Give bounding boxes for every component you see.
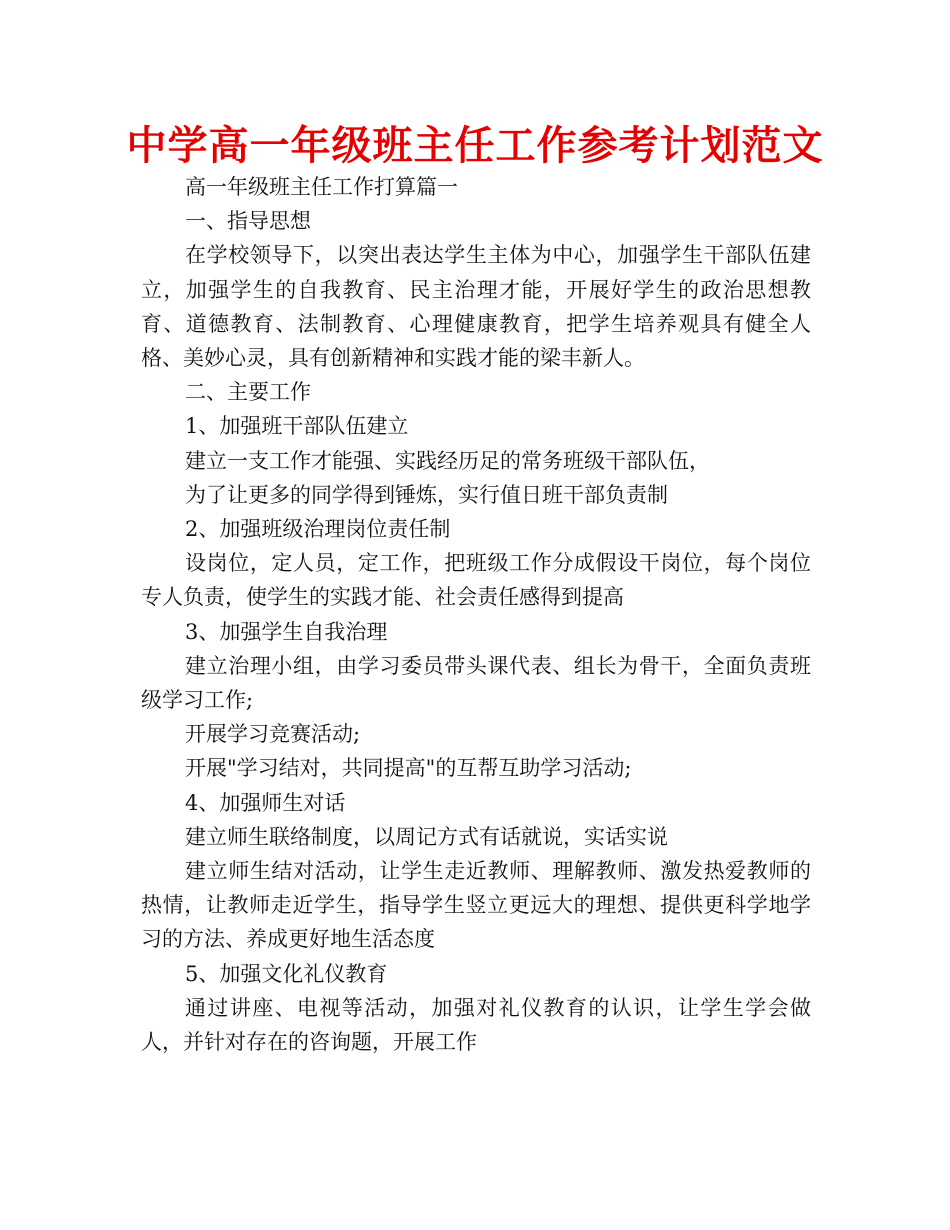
document-body <box>141 170 811 1059</box>
item-heading: 5、加强文化礼仪教育 <box>185 961 388 986</box>
section-heading-main-work: 二、主要工作 <box>185 380 311 405</box>
paragraph: 设岗位，定人员，定工作，把班级工作分成假设干岗位，每个岗位专人负责，使学生的实践才能、社会责任感得到提高 <box>141 551 811 610</box>
paragraph: 建立一支工作才能强、实践经历足的常务班级干部队伍， <box>185 448 710 473</box>
section-heading-guiding-ideology: 一、指导思想 <box>185 209 311 234</box>
paragraph: 建立师生结对活动，让学生走近教师、理解教师、激发热爱教师的热情，让教师走近学生，指导学生竖立更远大的理想、提供更科学地学习的方法、养成更好地生活态度 <box>141 859 811 952</box>
document-title: 中学高一年级班主任工作参考计划范文 <box>126 123 824 169</box>
paragraph: 开展"学习结对，共同提高"的互帮互助学习活动; <box>185 756 632 781</box>
paragraph: 开展学习竞赛活动; <box>185 722 361 747</box>
item-heading: 1、加强班干部队伍建立 <box>185 414 409 439</box>
item-heading: 3、加强学生自我治理 <box>185 619 388 644</box>
item-heading: 4、加强师生对话 <box>185 790 346 815</box>
paragraph: 为了让更多的同学得到锤炼，实行值日班干部负责制 <box>185 482 668 507</box>
paragraph: 建立师生联络制度，以周记方式有话就说，实话实说 <box>185 824 668 849</box>
paragraph: 建立治理小组，由学习委员带头课代表、组长为骨干，全面负责班级学习工作; <box>141 653 811 713</box>
paragraph-subtitle: 高一年级班主任工作打算篇一 <box>185 175 458 199</box>
paragraph: 通过讲座、电视等活动，加强对礼仪教育的认识，让学生学会做人，并针对存在的咨询题，开展工作 <box>141 995 811 1055</box>
item-heading: 2、加强班级治理岗位责任制 <box>185 517 451 542</box>
paragraph: 在学校领导下，以突出表达学生主体为中心，加强学生干部队伍建立，加强学生的自我教育、民主治理才能，开展好学生的政治思想教育、道德教育、法制教育、心理健康教育，把学生培养观具有健全人格、美妙心灵，具有创新精神和实践才能的梁丰新人。 <box>141 243 811 371</box>
